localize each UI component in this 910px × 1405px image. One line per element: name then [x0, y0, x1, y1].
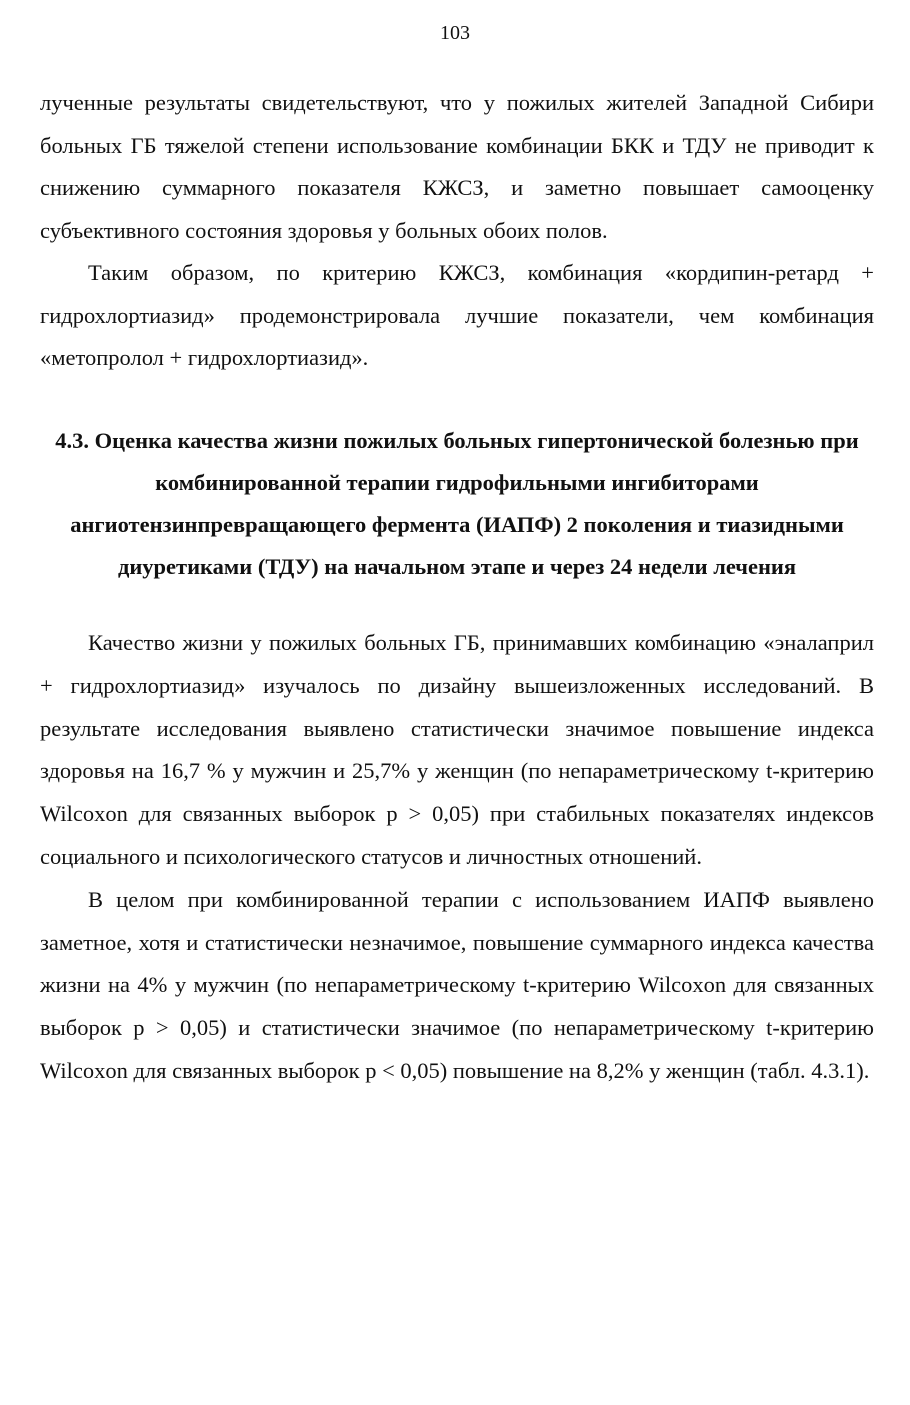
paragraph-summary-index: В целом при комбинированной терапии с использованием ИАПФ выявлено заметное, хотя и статистически незначимое, повышение суммарного индекса качества жизни на 4% у мужчин (по непараметрическому t-критерию Wilcoxon для связанных выборок p > 0,05) и статистически значимое (по непараметрическому t-критерию Wilcoxon для связанных выборок p < 0,05) повышение на 8,2% у женщин (табл. 4.3.1).: [40, 886, 874, 1083]
paragraph-quality-of-life: Качество жизни у пожилых больных ГБ, принимавших комбинацию «эналаприл + гидрохлортиазид» изучалось по дизайну вышеизложенных исследований. В результате исследования выявлено статистически значимое повышение индекса здоровья на 16,7 % у мужчин и 25,7% у женщин (по непараметрическому t-критерию Wilcoxon для связанных выборок p > 0,05) при стабильных показателях индексов социального и психологического статусов и личностных отношений.: [40, 630, 874, 869]
paragraph-conclusion: Таким образом, по критерию КЖСЗ, комбинация «кордипин-ретард + гидрохлортиазид» продемонстрировала лучшие показатели, чем комбинация «метопролол + гидрохлортиазид».: [40, 260, 874, 370]
bottom-text-block: [40, 622, 874, 1093]
paragraph-continuation: лученные результаты свидетельствуют, что у пожилых жителей Западной Сибири больных ГБ тяжелой степени использование комбинации БКК и ТДУ не приводит к снижению суммарного показателя КЖСЗ, и заметно повышает самооценку субъективного состояния здоровья у больных обоих полов.: [40, 90, 874, 243]
page-number: 103: [440, 22, 470, 44]
section-heading: 4.3. Оценка качества жизни пожилых больных гипертонической болезнью при комбинированной терапии гидрофильными ингибиторами ангиотензинпревращающего фермента (ИАПФ) 2 поколения и тиазидными диуретиками (ТДУ) на начальном этапе и через 24 недели лечения: [55, 428, 859, 579]
top-text-block: [40, 82, 874, 380]
